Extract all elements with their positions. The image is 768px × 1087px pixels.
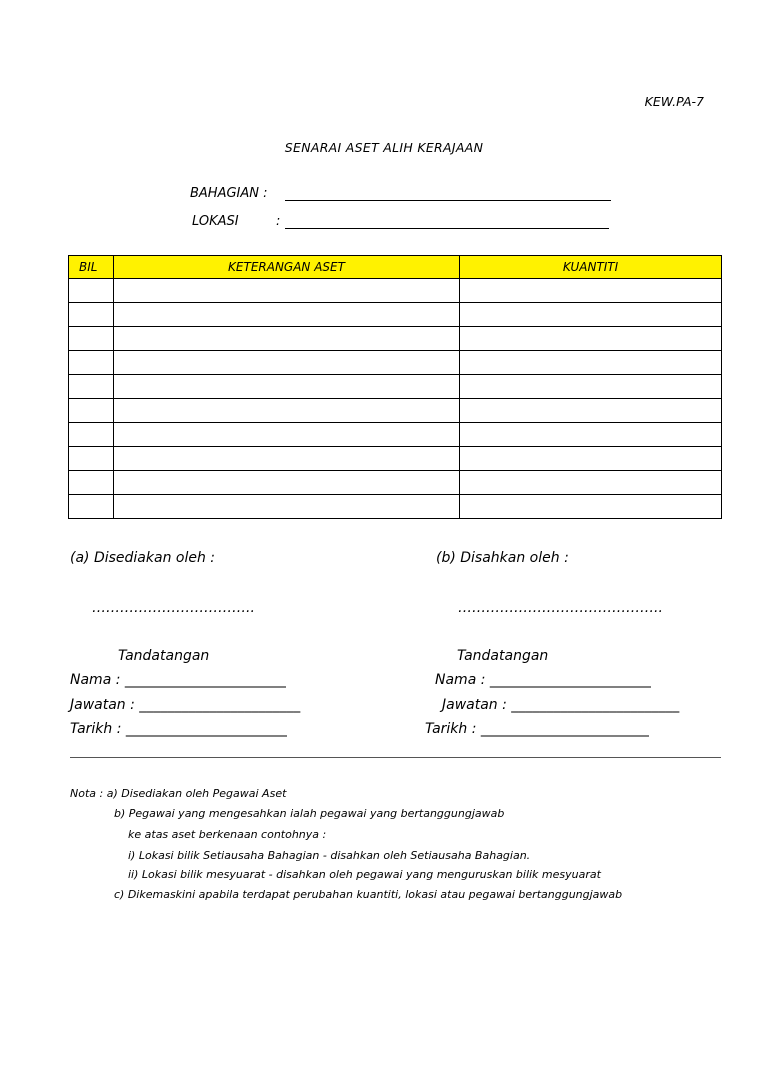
note-b: b) Pegawai yang mengesahkan ialah pegawai yang bertanggungjawab bbox=[114, 807, 505, 820]
cell-bil[interactable] bbox=[69, 327, 114, 351]
cell-bil[interactable] bbox=[69, 399, 114, 423]
table-row bbox=[69, 495, 722, 519]
prepared-nama-field[interactable]: Nama : _______________________ bbox=[70, 672, 286, 688]
cell-keterangan-aset[interactable] bbox=[114, 495, 460, 519]
cell-kuantiti[interactable] bbox=[460, 399, 722, 423]
table-row bbox=[69, 399, 722, 423]
table-row bbox=[69, 447, 722, 471]
cell-bil[interactable] bbox=[69, 447, 114, 471]
lokasi-colon: : bbox=[276, 214, 281, 229]
cell-kuantiti[interactable] bbox=[460, 303, 722, 327]
section-divider bbox=[70, 757, 721, 758]
cell-kuantiti[interactable] bbox=[460, 327, 722, 351]
table-body bbox=[69, 279, 722, 519]
cell-keterangan-aset[interactable] bbox=[114, 351, 460, 375]
cell-kuantiti[interactable] bbox=[460, 447, 722, 471]
cell-bil[interactable] bbox=[69, 279, 114, 303]
note-b-ii: ii) Lokasi bilik mesyuarat - disahkan oleh pegawai yang menguruskan bilik mesyuarat bbox=[128, 868, 601, 881]
cell-keterangan-aset[interactable] bbox=[114, 303, 460, 327]
table-header-row bbox=[69, 256, 722, 279]
table-row bbox=[69, 471, 722, 495]
prepared-by-heading: (a) Disediakan oleh : bbox=[70, 550, 216, 566]
table-row bbox=[69, 351, 722, 375]
prepared-jawatan-field[interactable]: Jawatan : _______________________ bbox=[70, 697, 301, 713]
cell-keterangan-aset[interactable] bbox=[114, 327, 460, 351]
cell-bil[interactable] bbox=[69, 351, 114, 375]
note-b-i: i) Lokasi bilik Setiausaha Bahagian - disahkan oleh Setiausaha Bahagian. bbox=[128, 849, 531, 862]
table-row bbox=[69, 375, 722, 399]
cell-bil[interactable] bbox=[69, 303, 114, 327]
bahagian-label: BAHAGIAN : bbox=[190, 186, 268, 201]
cell-keterangan-aset[interactable] bbox=[114, 447, 460, 471]
cell-bil[interactable] bbox=[69, 375, 114, 399]
cell-kuantiti[interactable] bbox=[460, 351, 722, 375]
approved-nama-field[interactable]: Nama : _______________________ bbox=[435, 672, 651, 688]
approved-by-heading: (b) Disahkan oleh : bbox=[436, 550, 569, 566]
cell-bil[interactable] bbox=[69, 423, 114, 447]
cell-kuantiti[interactable] bbox=[460, 495, 722, 519]
col-header-kuantiti: KUANTITI bbox=[460, 256, 722, 279]
cell-keterangan-aset[interactable] bbox=[114, 423, 460, 447]
prepared-signature-line[interactable]: …………………………….. bbox=[92, 600, 255, 616]
note-a: Nota : a) Disediakan oleh Pegawai Aset bbox=[70, 787, 287, 800]
cell-kuantiti[interactable] bbox=[460, 423, 722, 447]
note-c: c) Dikemaskini apabila terdapat perubahan kuantiti, lokasi atau pegawai bertanggungjawab bbox=[114, 888, 623, 901]
table-row bbox=[69, 303, 722, 327]
prepared-tarikh-field[interactable]: Tarikh : _______________________ bbox=[70, 721, 287, 737]
col-header-keterangan-aset: KETERANGAN ASET bbox=[114, 256, 460, 279]
cell-keterangan-aset[interactable] bbox=[114, 399, 460, 423]
cell-keterangan-aset[interactable] bbox=[114, 279, 460, 303]
cell-keterangan-aset[interactable] bbox=[114, 375, 460, 399]
col-header-bil: BIL bbox=[69, 256, 114, 279]
asset-table bbox=[68, 255, 722, 519]
approved-tarikh-field[interactable]: Tarikh : ________________________ bbox=[425, 721, 649, 737]
bahagian-input-line[interactable] bbox=[285, 200, 611, 201]
cell-kuantiti[interactable] bbox=[460, 279, 722, 303]
table-row bbox=[69, 279, 722, 303]
table-row bbox=[69, 423, 722, 447]
approved-signature-line[interactable]: …………………………………….. bbox=[458, 600, 663, 616]
form-code: KEW.PA-7 bbox=[644, 94, 704, 109]
approved-signature-label: Tandatangan bbox=[457, 648, 549, 664]
cell-kuantiti[interactable] bbox=[460, 471, 722, 495]
cell-keterangan-aset[interactable] bbox=[114, 471, 460, 495]
cell-bil[interactable] bbox=[69, 471, 114, 495]
note-b-continued: ke atas aset berkenaan contohnya : bbox=[128, 828, 327, 841]
lokasi-input-line[interactable] bbox=[285, 228, 609, 229]
cell-bil[interactable] bbox=[69, 495, 114, 519]
lokasi-label: LOKASI bbox=[192, 214, 239, 229]
approved-jawatan-field[interactable]: Jawatan : ________________________ bbox=[442, 697, 680, 713]
cell-kuantiti[interactable] bbox=[460, 375, 722, 399]
table-row bbox=[69, 327, 722, 351]
prepared-signature-label: Tandatangan bbox=[118, 648, 210, 664]
page-title: SENARAI ASET ALIH KERAJAAN bbox=[284, 140, 484, 155]
